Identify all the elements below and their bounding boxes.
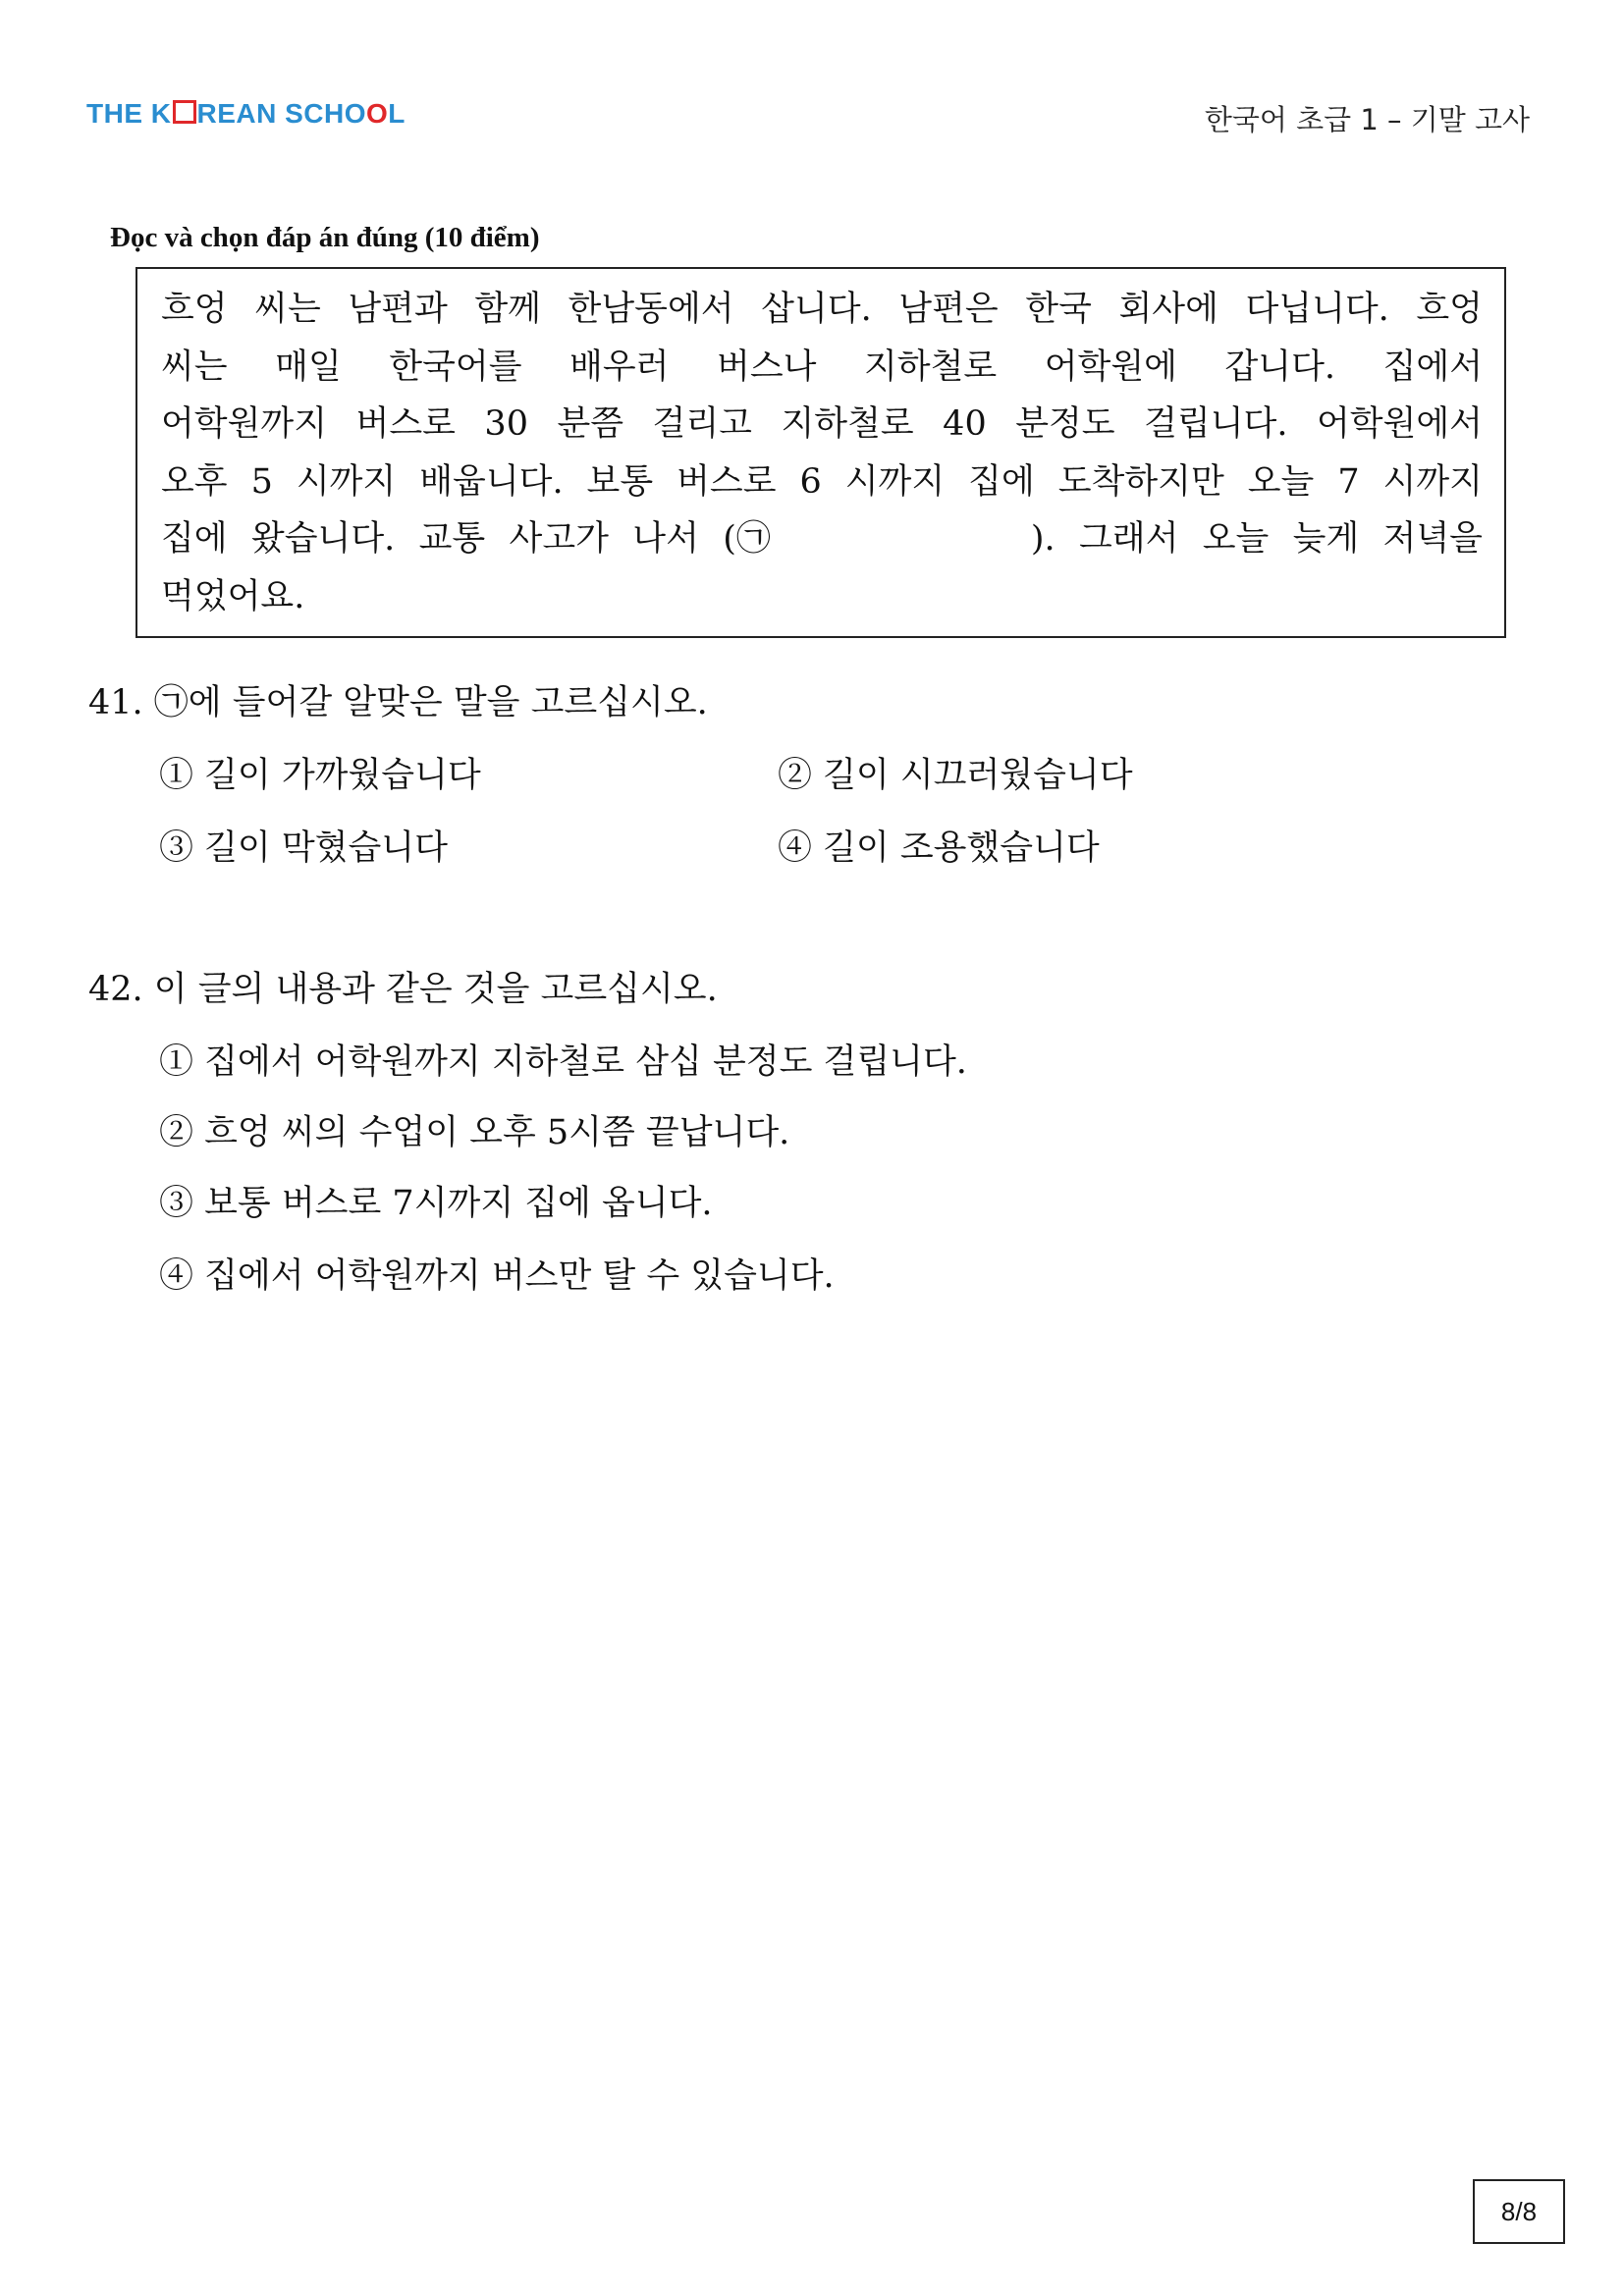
logo-text-3: O bbox=[366, 98, 389, 129]
q42-option-3[interactable]: ③ 보통 버스로 7시까지 집에 옵니다. bbox=[159, 1184, 713, 1223]
passage-line-5-after: ). 그래서 오늘 늦게 저녁을 bbox=[1030, 519, 1483, 559]
blank-marker: ㉠ bbox=[735, 519, 771, 559]
passage-text bbox=[161, 281, 1483, 625]
reading-passage bbox=[135, 267, 1506, 638]
passage-line-5 bbox=[161, 510, 1483, 568]
logo-square-icon bbox=[173, 100, 196, 124]
passage-line-1: 흐엉 씨는 남편과 함께 한남동에서 삽니다. 남편은 한국 회사에 다닙니다. 흐엉 bbox=[161, 290, 1483, 329]
passage-line-2: 씨는 매일 한국어를 배우러 버스나 지하철로 어학원에 갑니다. 집에서 bbox=[161, 347, 1483, 387]
q41-option-3[interactable]: ③ 길이 막혔습니다 bbox=[159, 828, 448, 868]
q41-option-1[interactable]: ① 길이 가까웠습니다 bbox=[159, 756, 481, 795]
logo-text-4: L bbox=[388, 98, 406, 129]
logo-text-2: REAN SCHO bbox=[196, 98, 367, 129]
exam-title: 한국어 초급 1 – 기말 고사 bbox=[1204, 103, 1530, 136]
instruction: Đọc và chọn đáp án đúng (10 điểm) bbox=[110, 222, 540, 253]
q41-option-4[interactable]: ④ 길이 조용했습니다 bbox=[778, 828, 1100, 868]
q42-option-4[interactable]: ④ 집에서 어학원까지 버스만 탈 수 있습니다. bbox=[159, 1256, 835, 1296]
q42-option-1[interactable]: ① 집에서 어학원까지 지하철로 삼십 분정도 걸립니다. bbox=[159, 1042, 967, 1082]
page-number: 8/8 bbox=[1473, 2179, 1565, 2244]
passage-line-3: 어학원까지 버스로 30 분쯤 걸리고 지하철로 40 분정도 걸립니다. 어학원에서 bbox=[161, 404, 1483, 444]
passage-line-5-before: 집에 왔습니다. 교통 사고가 나서 ( bbox=[161, 519, 736, 559]
q41-option-2[interactable]: ② 길이 시끄러웠습니다 bbox=[778, 756, 1133, 795]
question-42: 42. 이 글의 내용과 같은 것을 고르십시오. bbox=[88, 970, 718, 1009]
passage-line-4: 오후 5 시까지 배웁니다. 보통 버스로 6 시까지 집에 도착하지만 오늘 7 시까지 bbox=[161, 461, 1483, 502]
logo-text-1: THE K bbox=[86, 98, 172, 129]
school-logo bbox=[86, 98, 406, 130]
passage-line-6: 먹었어요. bbox=[161, 576, 305, 616]
q42-option-2[interactable]: ② 흐엉 씨의 수업이 오후 5시쯤 끝납니다. bbox=[159, 1113, 790, 1152]
question-41: 41. ㉠에 들어갈 알맞은 말을 고르십시오. bbox=[88, 683, 708, 722]
